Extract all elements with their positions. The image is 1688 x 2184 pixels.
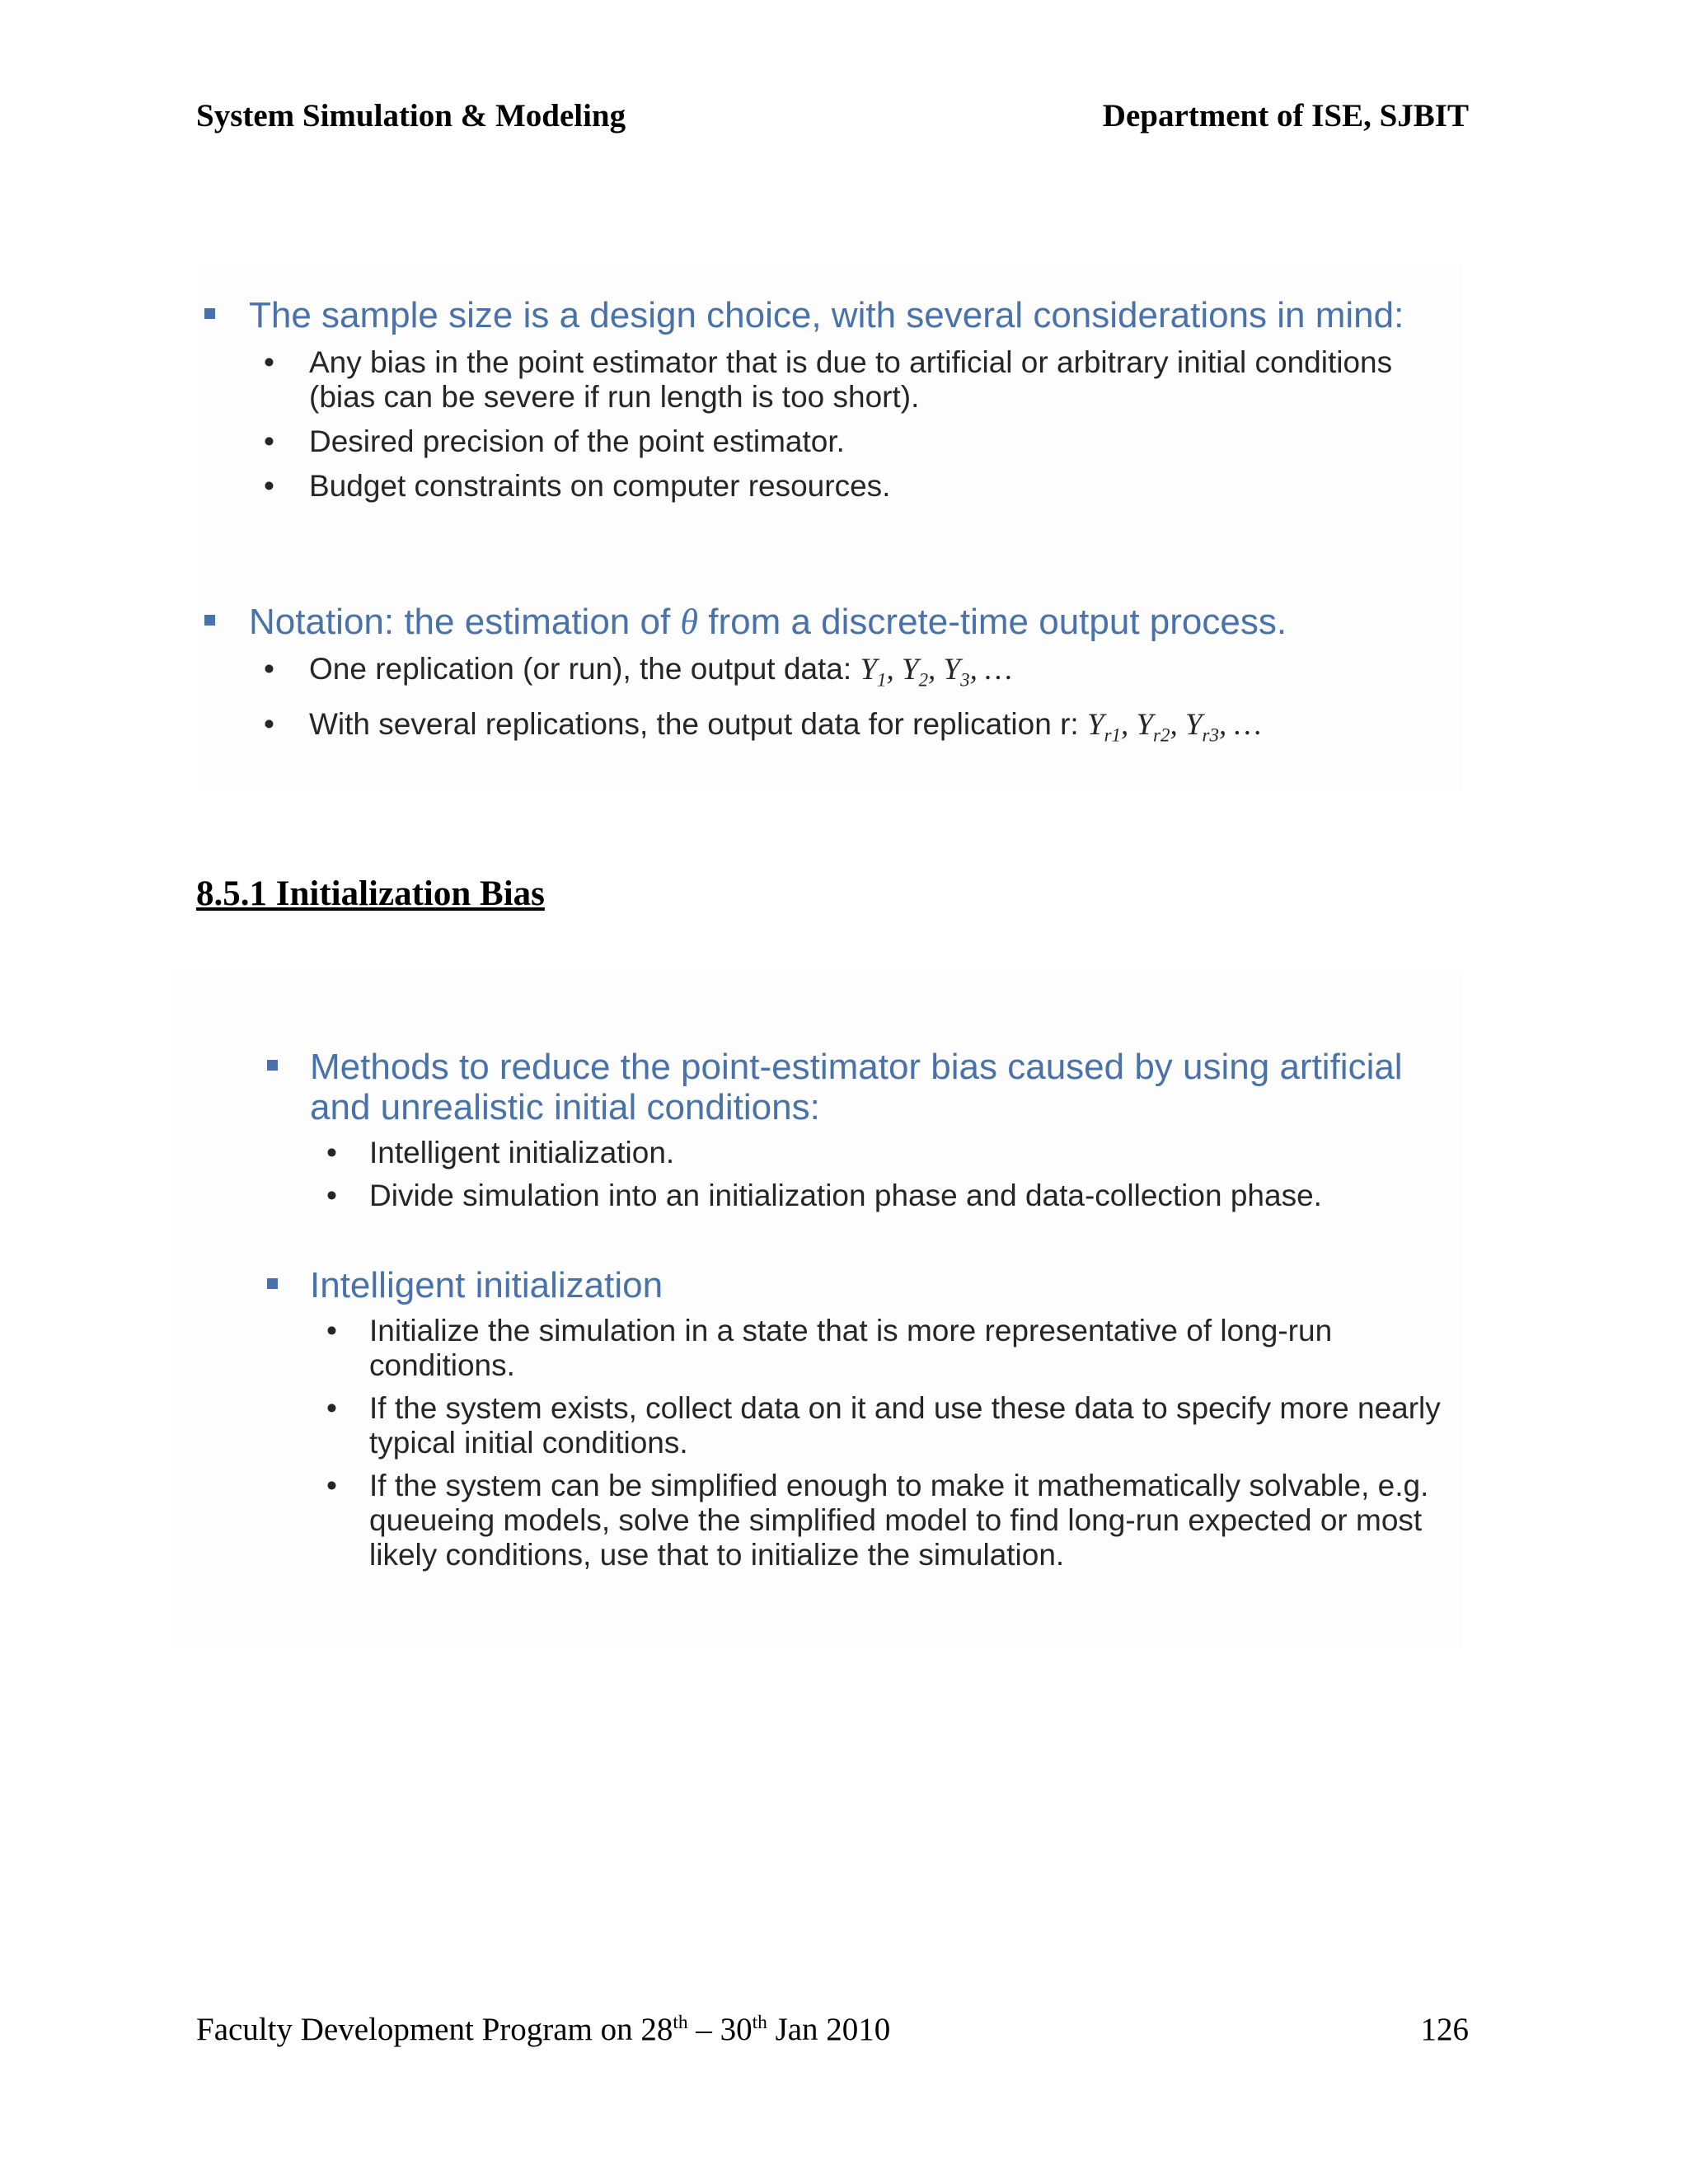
slide1-heading1-text: The sample size is a design choice, with several considerations in mind: [249,295,1404,335]
list-item: • Budget constraints on computer resources. [264,469,891,503]
replication-sequence-formula: $Y_{r1}$, $Y_{r2}$, $Y_{r3}$, … [1086,708,1262,746]
list-item: • With several replications, the output data for replication r: $Y_{r1}$, $Y_{r2}$, $Y_{r3}$, … [264,707,1262,746]
bullet-icon: • [326,1179,337,1212]
slide1-section2 [196,602,1462,753]
bullet-icon: • [326,1391,337,1425]
slide-sample-size [196,264,1462,791]
bullet-icon: • [264,707,274,742]
header-title: System Simulation & Modeling [196,98,626,134]
slide2-heading1: Methods to reduce the point-estimator bias caused by using artificial and unrealistic initial conditions: [171,1047,1462,1127]
square-bullet-icon [267,1278,278,1289]
slide2-heading2: Intelligent initialization [171,1265,1462,1305]
bullet-icon: • [326,1314,337,1347]
bullet-icon: • [264,424,274,458]
list-item: • If the system exists, collect data on it and use these data to specify more nearly typical initial conditions. [326,1391,1441,1460]
list-item: • Any bias in the point estimator that is due to artificial or arbitrary initial conditions (bias can be severe if run length is too short). [264,345,1393,414]
slide-initialization-bias [171,972,1462,1648]
header-department: Department of ISE, SJBIT [1102,98,1469,134]
theta-symbol: θ [680,602,699,642]
section-title: 8.5.1 Initialization Bias [196,874,545,913]
list-item: • Divide simulation into an initialization phase and data-collection phase. [326,1179,1322,1212]
output-sequence-formula: $Y_1$, $Y_2$, $Y_3$, … [860,653,1012,691]
bullet-icon: • [264,345,274,379]
page-number: 126 [1420,2012,1469,2047]
bullet-icon: • [264,652,274,686]
square-bullet-icon [204,308,215,319]
list-item: • Initialize the simulation in a state that is more representative of long-run conditions. [326,1314,1333,1382]
slide2-section1 [171,1047,1462,1213]
list-item: • If the system can be simplified enough to make it mathematically solvable, e.g. queueing models, solve the simplified model to find long-run expected or most likely conditions, use that to initialize the simulation. [326,1469,1429,1572]
slide1-heading2: Notation: the estimation of θ from a discrete-time output process. [196,602,1462,642]
square-bullet-icon [267,1060,278,1071]
bullet-icon: • [326,1469,337,1502]
slide1-heading1 [196,295,1462,335]
list-item: • Intelligent initialization. [326,1136,675,1169]
footer-program: Faculty Development Program on 28th – 30th Jan 2010 [196,2012,891,2047]
slide2-section2 [171,1265,1462,1572]
list-item: • Desired precision of the point estimator. [264,424,845,458]
slide1-section1 [196,295,1462,504]
bullet-icon: • [264,469,274,503]
square-bullet-icon [204,615,215,626]
bullet-icon: • [326,1136,337,1169]
list-item: • One replication (or run), the output data: $Y_1$, $Y_2$, $Y_3$, … [264,652,1012,691]
